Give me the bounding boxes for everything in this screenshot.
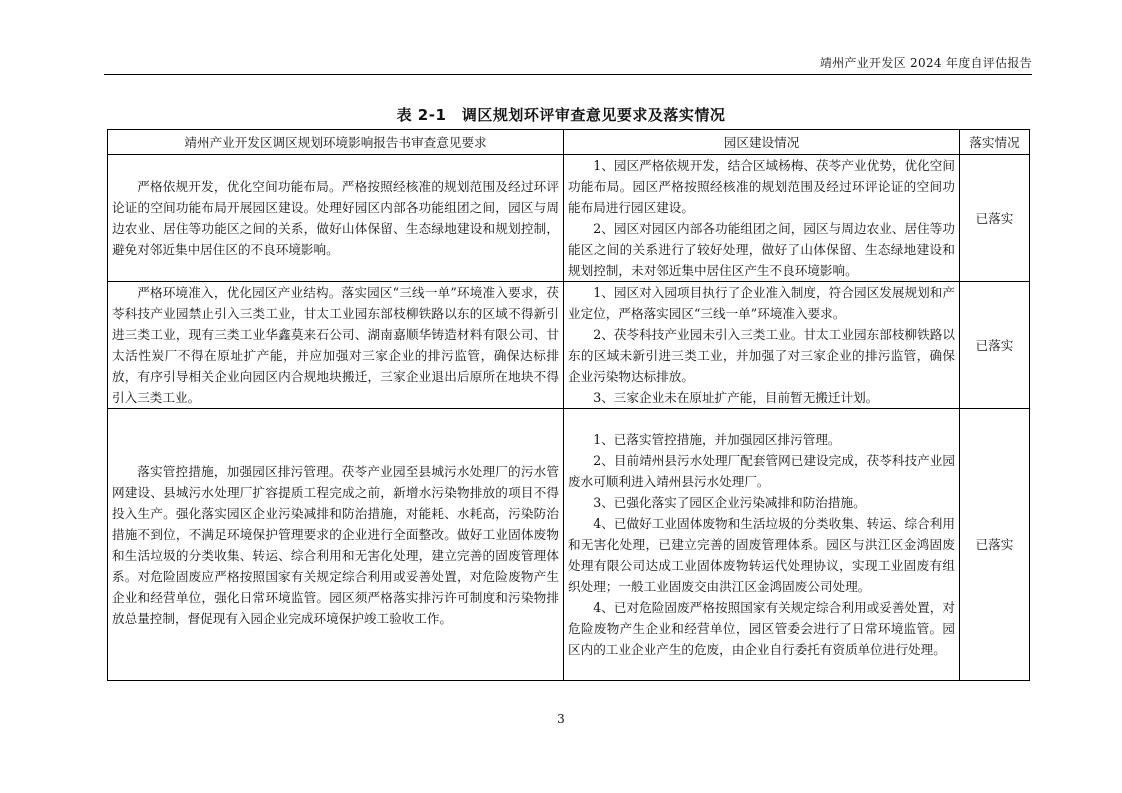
requirement-cell	[108, 282, 564, 409]
table-header-row	[108, 130, 1030, 155]
construction-item: 1、园区对入园项目执行了企业准入制度，符合园区发展规划和产业定位，严格落实园区“三线一单”环境准入要求。	[568, 285, 955, 321]
page-number: 3	[557, 712, 565, 726]
requirement-text: 严格依规开发，优化空间功能布局。严格按照经核准的规划范围及经过环评论证的空间功能布局开展园区建设。处理好园区内部各功能组团之间，园区与周边农业、居住等功能区之间的关系，做好山体保留、生态绿地建设和规划控制，避免对邻近集中居住区的不良环境影响。	[112, 179, 559, 257]
table-title: 表 2-1 调区规划环评审查意见要求及落实情况	[396, 106, 726, 124]
construction-item: 1、已落实管控措施，并加强园区排污管理。	[593, 432, 841, 447]
construction-item: 4、已做好工业固体废物和生活垃圾的分类收集、转运、综合利用和无害化处理，已建立完善的固废管理体系。园区与洪江区金鸿固废处理有限公司达成工业固体废物转运代处理协议，实现工业固废有组织处理；一般工业固废交由洪江区金鸿固废公司处理。	[568, 516, 955, 594]
construction-item: 1、园区严格依规开发，结合区域杨梅、茯苓产业优势，优化空间功能布局。园区严格按照经核准的规划范围及经过环评论证的空间功能布局进行园区建设。	[568, 158, 955, 215]
requirement-text: 严格环境准入，优化园区产业结构。落实园区“三线一单”环境准入要求，茯苓科技产业园禁止引入三类工业，甘太工业园东部枝柳铁路以东的区域不得新引进三类工业，现有三类工业华鑫莫来石公司、湖南嘉顺华铸造材料有限公司、甘太活性炭厂不得在原址扩产能，并应加强对三家企业的排污监管，确保达标排放，有序引导相关企业向园区内合规地块搬迁，三家企业退出后原所在地块不得引入三类工业。	[112, 285, 559, 405]
table-row	[108, 409, 1030, 681]
construction-cell	[564, 409, 960, 681]
column-header-status: 落实情况	[960, 130, 1030, 155]
requirement-cell	[108, 155, 564, 282]
column-header-requirement: 靖州产业开发区调区规划环境影响报告书审查意见要求	[108, 130, 564, 155]
header-title: 靖州产业开发区 2024 年度自评估报告	[819, 56, 1032, 70]
construction-cell	[564, 155, 960, 282]
construction-item: 3、已强化落实了园区企业污染减排和防治措施。	[593, 495, 866, 510]
construction-item: 2、园区对园区内部各功能组团之间，园区与周边农业、居住等功能区之间的关系进行了较好处理，做好了山体保留、生态绿地建设和规划控制，未对邻近集中居住区产生不良环境影响。	[568, 221, 955, 278]
status-cell: 已落实	[960, 155, 1030, 282]
construction-cell	[564, 282, 960, 409]
construction-item: 2、目前靖州县污水处理厂配套管网已建设完成，茯苓科技产业园废水可顺利进入靖州县污水处理厂。	[568, 453, 955, 489]
table-row	[108, 155, 1030, 282]
page-header	[104, 50, 1032, 75]
table-row	[108, 282, 1030, 409]
requirement-cell	[108, 409, 564, 681]
construction-item: 3、三家企业未在原址扩产能，目前暂无搬迁计划。	[593, 390, 879, 405]
construction-item: 2、茯苓科技产业园未引入三类工业。甘太工业园东部枝柳铁路以东的区域未新引进三类工业，并加强了对三家企业的排污监管，确保企业污染物达标排放。	[568, 327, 955, 384]
construction-item: 4、已对危险固废严格按照国家有关规定综合利用或妥善处置，对危险废物产生企业和经营单位，园区管委会进行了日常环境监管。园区内的工业企业产生的危废，由企业自行委托有资质单位进行处理。	[568, 600, 955, 657]
column-header-construction: 园区建设情况	[564, 130, 960, 155]
status-cell: 已落实	[960, 282, 1030, 409]
requirement-text: 落实管控措施，加强园区排污管理。茯苓产业园至县城污水处理厂的污水管网建设、县城污水处理厂扩容提质工程完成之前，新增水污染物排放的项目不得投入生产。强化落实园区企业污染减排和防治措施，对能耗、水耗高，污染防治措施不到位，不满足环境保护管理要求的企业进行全面整改。做好工业固体废物和生活垃圾的分类收集、转运、综合利用和无害化处理，建立完善的固废管理体系。对危险固废应严格按照国家有关规定综合利用或妥善处置，对危险废物产生企业和经营单位，强化日常环境监管。园区须严格落实排污许可制度和污染物排放总量控制，督促现有入园企业完成环境保护竣工验收工作。	[112, 463, 559, 626]
assessment-table	[107, 129, 1030, 681]
status-cell: 已落实	[960, 409, 1030, 681]
